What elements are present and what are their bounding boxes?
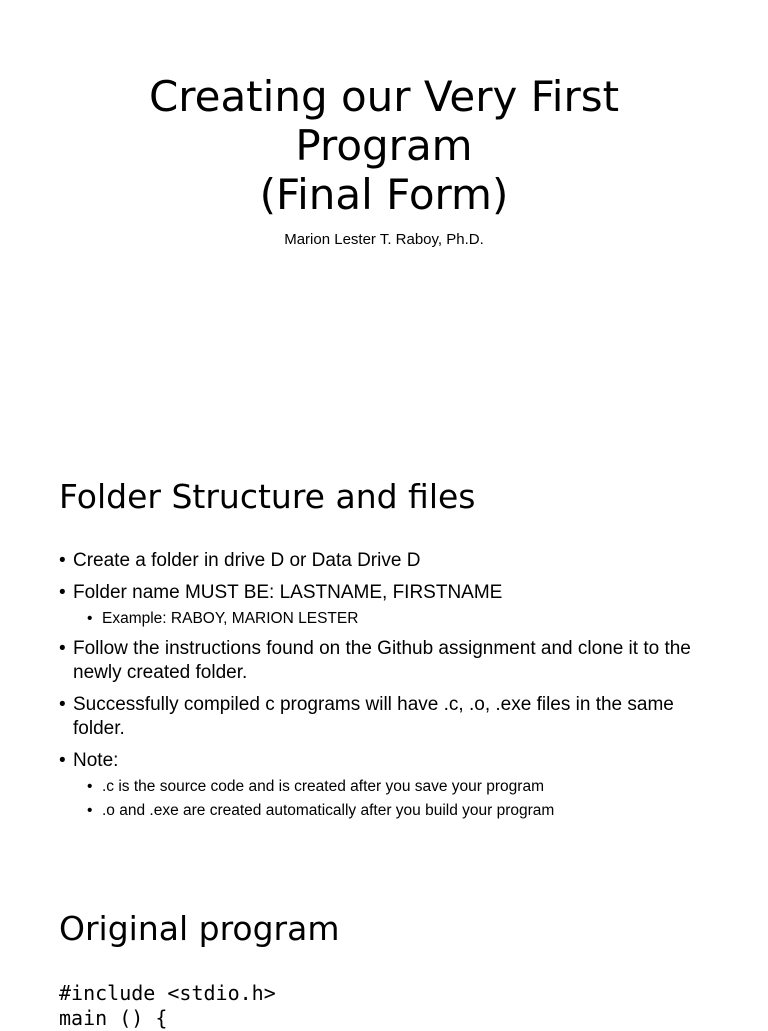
bullet-item: • Create a folder in drive D or Data Drive D: [59, 549, 719, 573]
bullet-list: [59, 549, 719, 829]
bullet-item: • Note:: [59, 749, 719, 773]
slide-heading: Folder Structure and files: [59, 477, 476, 516]
slide-title: [0, 72, 768, 219]
title-line: Creating our Very First: [148, 72, 620, 121]
sub-bullet-item: • Example: RABOY, MARION LESTER: [59, 609, 719, 629]
author-name: Marion Lester T. Raboy, Ph.D.: [284, 231, 484, 248]
bullet-item: • Folder name MUST BE: LASTNAME, FIRSTNAME: [59, 581, 719, 605]
original-program-slide: [0, 895, 768, 1030]
sub-bullet-item: • .c is the source code and is created after you save your program: [59, 777, 719, 797]
bullet-item: • Follow the instructions found on the Github assignment and clone it to the newly created folder.: [59, 637, 719, 685]
code-line: main () {: [59, 1006, 168, 1030]
slide-heading: Original program: [59, 909, 340, 948]
code-line: #include <stdio.h>: [59, 981, 276, 1005]
title-line: (Final Form): [259, 170, 509, 219]
sub-bullet-item: • .o and .exe are created automatically after you build your program: [59, 801, 719, 821]
bullet-item: • Successfully compiled c programs will have .c, .o, .exe files in the same folder.: [59, 693, 719, 741]
title-slide: [0, 0, 768, 300]
folder-structure-slide: [0, 460, 768, 860]
title-line: Program: [295, 121, 473, 170]
